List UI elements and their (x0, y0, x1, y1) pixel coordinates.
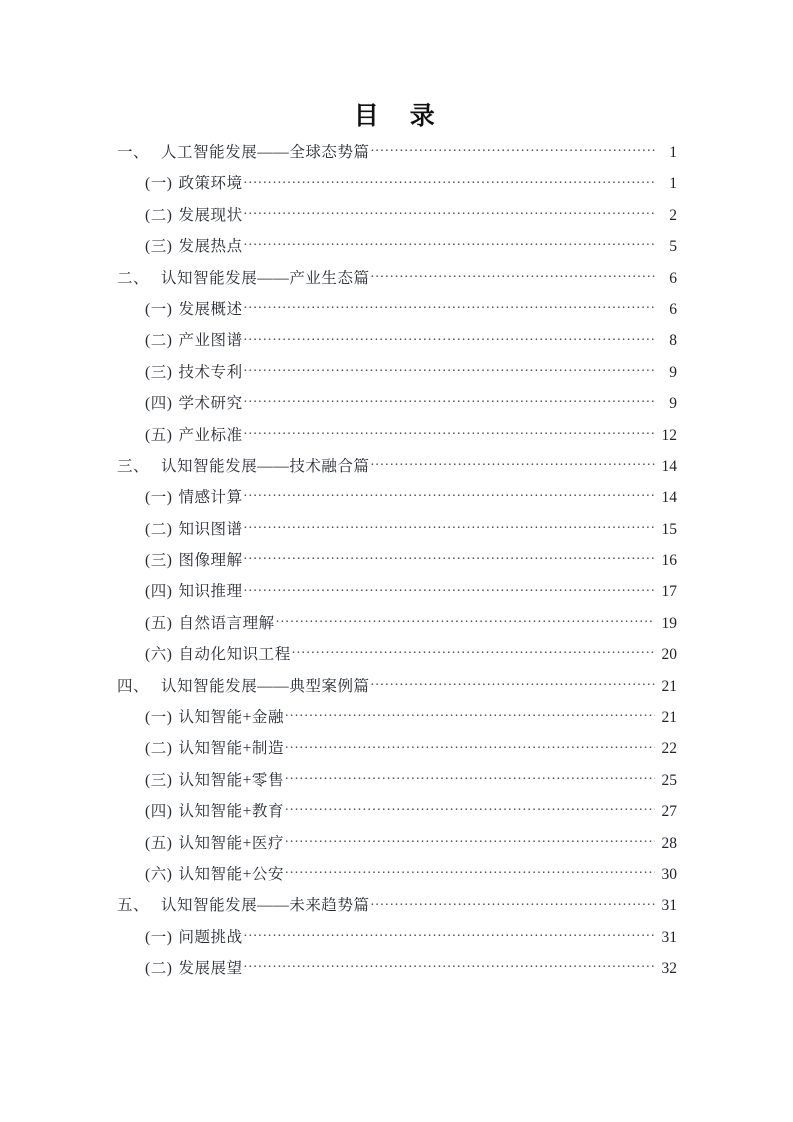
toc-page-number: 31 (661, 897, 677, 915)
toc-dot-leader (244, 330, 655, 346)
toc-page-number: 16 (661, 552, 677, 570)
toc-entry-text: 认知智能+金融 (178, 709, 284, 727)
toc-entry-label (145, 360, 243, 382)
toc-entry-label (117, 140, 370, 162)
toc-entry-number: (三) (145, 238, 173, 256)
toc-dot-leader (285, 769, 655, 785)
toc-entry-text: 自动化知识工程 (178, 646, 291, 664)
toc-entry-number: (六) (145, 646, 173, 664)
toc-entry[interactable] (117, 799, 677, 830)
toc-entry[interactable] (117, 579, 677, 610)
toc-dot-leader (244, 173, 655, 189)
toc-page-number: 30 (661, 865, 677, 883)
toc-entry-number: (六) (145, 865, 173, 883)
toc-entry-number: (一) (145, 175, 173, 193)
toc-entry[interactable] (117, 862, 677, 893)
toc-entry-label (145, 297, 243, 319)
toc-page-number: 2 (669, 206, 677, 224)
toc-entry-text: 认知智能发展——技术融合篇 (161, 457, 370, 475)
toc-page-number: 19 (661, 614, 677, 632)
toc-dot-leader (244, 926, 655, 942)
toc-entry-text: 认知智能+公安 (178, 865, 284, 883)
toc-dot-leader (244, 236, 655, 252)
toc-page-number: 6 (669, 300, 677, 318)
toc-entry-number: 一、 (117, 144, 150, 161)
toc-entry-number: 三、 (117, 457, 150, 475)
toc-dot-leader (285, 863, 655, 879)
toc-entry[interactable] (117, 768, 677, 799)
toc-entry[interactable] (117, 925, 677, 956)
toc-dot-leader (244, 424, 655, 440)
toc-dot-leader (285, 707, 655, 723)
toc-entry[interactable] (117, 391, 677, 422)
toc-entry-number: (三) (145, 363, 173, 381)
toc-entry-text: 情感计算 (178, 489, 243, 507)
toc-entry[interactable] (117, 705, 677, 736)
toc-entry-text: 自然语言理解 (178, 614, 275, 632)
toc-entry[interactable] (117, 328, 677, 359)
toc-entry-label (145, 234, 243, 256)
toc-entry-label (145, 642, 291, 664)
toc-dot-leader (285, 801, 655, 817)
toc-entry[interactable] (117, 140, 677, 171)
toc-page-number: 15 (661, 520, 677, 538)
toc-entry[interactable] (117, 611, 677, 642)
toc-entry-number: (三) (145, 552, 173, 570)
toc-entry-number: (四) (145, 395, 173, 413)
toc-entry-text: 学术研究 (178, 395, 243, 413)
toc-entry[interactable] (117, 203, 677, 234)
toc-page-number: 31 (661, 928, 677, 946)
toc-entry-text: 发展现状 (178, 206, 243, 224)
toc-entry[interactable] (117, 454, 677, 485)
toc-entry-label (145, 611, 275, 633)
toc-entry[interactable] (117, 266, 677, 297)
toc-page-number: 14 (661, 489, 677, 507)
toc-entry-text: 认知智能+零售 (178, 771, 284, 789)
toc-entry[interactable] (117, 297, 677, 328)
toc-entry[interactable] (117, 171, 677, 202)
toc-entry[interactable] (117, 956, 677, 987)
toc-entry-label (145, 925, 243, 947)
toc-entry-label (145, 485, 243, 507)
toc-entry[interactable] (117, 736, 677, 767)
toc-entry-text: 图像理解 (178, 552, 243, 570)
toc-dot-leader (244, 958, 655, 974)
toc-entry-label (145, 705, 284, 727)
toc-entry-number: 四、 (117, 677, 150, 695)
toc-entry-label (117, 674, 370, 696)
toc-entry[interactable] (117, 234, 677, 265)
toc-entry-number: (二) (145, 520, 173, 538)
toc-dot-leader (371, 675, 655, 691)
toc-entry-text: 产业标准 (178, 426, 243, 444)
toc-entry-text: 产业图谱 (178, 332, 243, 350)
toc-page-number: 9 (669, 395, 677, 413)
toc-entry-number: (二) (145, 332, 173, 350)
toc-entry-label (145, 203, 243, 225)
toc-dot-leader (285, 738, 655, 754)
toc-page-number: 8 (669, 332, 677, 350)
toc-dot-leader (292, 644, 655, 660)
toc-dot-leader (244, 393, 655, 409)
toc-entry-number: (二) (145, 740, 173, 758)
toc-entry-text: 人工智能发展——全球态势篇 (161, 144, 370, 161)
toc-entry[interactable] (117, 674, 677, 705)
toc-entry-label (145, 328, 243, 350)
toc-entry-label (145, 956, 243, 978)
toc-entry[interactable] (117, 485, 677, 516)
toc-page-number: 17 (661, 583, 677, 601)
toc-page-number: 6 (669, 269, 677, 287)
toc-page-number: 20 (661, 646, 677, 664)
toc-entry-label (145, 423, 243, 445)
toc-page-number: 27 (661, 803, 677, 821)
toc-entry[interactable] (117, 893, 677, 924)
toc-entry-number: (一) (145, 709, 173, 727)
toc-entry-text: 认知智能+制造 (178, 740, 284, 758)
toc-entry-label (145, 171, 243, 193)
toc-entry-label (145, 391, 243, 413)
toc-entry-label (145, 736, 284, 758)
toc-entry-number: (二) (145, 206, 173, 224)
toc-entry-label (145, 799, 284, 821)
toc-page-number: 22 (661, 740, 677, 758)
toc-page-number: 28 (661, 834, 677, 852)
toc-page-number: 32 (661, 960, 677, 978)
toc-dot-leader (244, 487, 655, 503)
toc-entry[interactable] (117, 642, 677, 673)
toc-entry-number: (五) (145, 614, 173, 632)
toc-entry[interactable] (117, 831, 677, 862)
toc-page-number: 12 (661, 426, 677, 444)
toc-dot-leader (244, 361, 655, 377)
toc-dot-leader (244, 204, 655, 220)
toc-dot-leader (371, 895, 655, 911)
toc-entry-label (145, 517, 243, 539)
toc-page-number: 21 (661, 709, 677, 727)
toc-entry-number: (四) (145, 583, 173, 601)
toc-page-number: 9 (669, 363, 677, 381)
toc-entry-label (117, 266, 370, 288)
toc-entry-number: 五、 (117, 897, 150, 915)
toc-dot-leader (371, 142, 655, 158)
toc-entry-number: (四) (145, 803, 173, 821)
toc-entry[interactable] (117, 360, 677, 391)
toc-dot-leader (244, 581, 655, 597)
toc-entry-label (145, 579, 243, 601)
toc-entry-text: 发展热点 (178, 238, 243, 256)
toc-entry[interactable] (117, 423, 677, 454)
toc-dot-leader (244, 298, 655, 314)
toc-entry-number: (五) (145, 834, 173, 852)
toc-entry-text: 问题挑战 (178, 928, 243, 946)
toc-entry-text: 认知智能发展——未来趋势篇 (161, 897, 370, 915)
toc-entry-label (145, 548, 243, 570)
toc-page-number: 14 (661, 457, 677, 475)
toc-entry-text: 认知智能+教育 (178, 803, 284, 821)
toc-dot-leader (371, 267, 655, 283)
toc-entry-number: (五) (145, 426, 173, 444)
toc-entry-text: 发展展望 (178, 960, 243, 978)
toc-entry-text: 发展概述 (178, 300, 243, 318)
toc-entry-number: (一) (145, 928, 173, 946)
toc-entry-number: (一) (145, 489, 173, 507)
toc-dot-leader (285, 832, 655, 848)
toc-entry-label (145, 862, 284, 884)
toc-entry-text: 技术专利 (178, 363, 243, 381)
toc-page-number: 5 (669, 238, 677, 256)
toc-entry-text: 认知智能+医疗 (178, 834, 284, 852)
toc-dot-leader (276, 612, 655, 628)
toc-page-number: 25 (661, 771, 677, 789)
toc-page-number: 21 (661, 677, 677, 695)
toc-entry-number: 二、 (117, 269, 150, 287)
toc-entry-label (117, 893, 370, 915)
toc-entry-number: (一) (145, 300, 173, 318)
toc-entry[interactable] (117, 517, 677, 548)
toc-entry[interactable] (117, 548, 677, 579)
toc-dot-leader (244, 550, 655, 566)
toc-entry-text: 认知智能发展——产业生态篇 (161, 269, 370, 287)
toc-entry-text: 知识推理 (178, 583, 243, 601)
toc-entry-label (117, 454, 370, 476)
toc-entry-number: (三) (145, 771, 173, 789)
toc-entry-label (145, 768, 284, 790)
toc-page-number: 1 (669, 175, 677, 193)
toc-entry-text: 知识图谱 (178, 520, 243, 538)
toc-dot-leader (371, 455, 655, 471)
toc-entry-label (145, 831, 284, 853)
table-of-contents (117, 140, 677, 988)
toc-entry-text: 政策环境 (178, 175, 243, 193)
toc-dot-leader (244, 518, 655, 534)
toc-page-number: 1 (669, 144, 677, 161)
toc-entry-number: (二) (145, 960, 173, 978)
toc-entry-text: 认知智能发展——典型案例篇 (161, 677, 370, 695)
page-title: 目 录 (353, 101, 440, 130)
